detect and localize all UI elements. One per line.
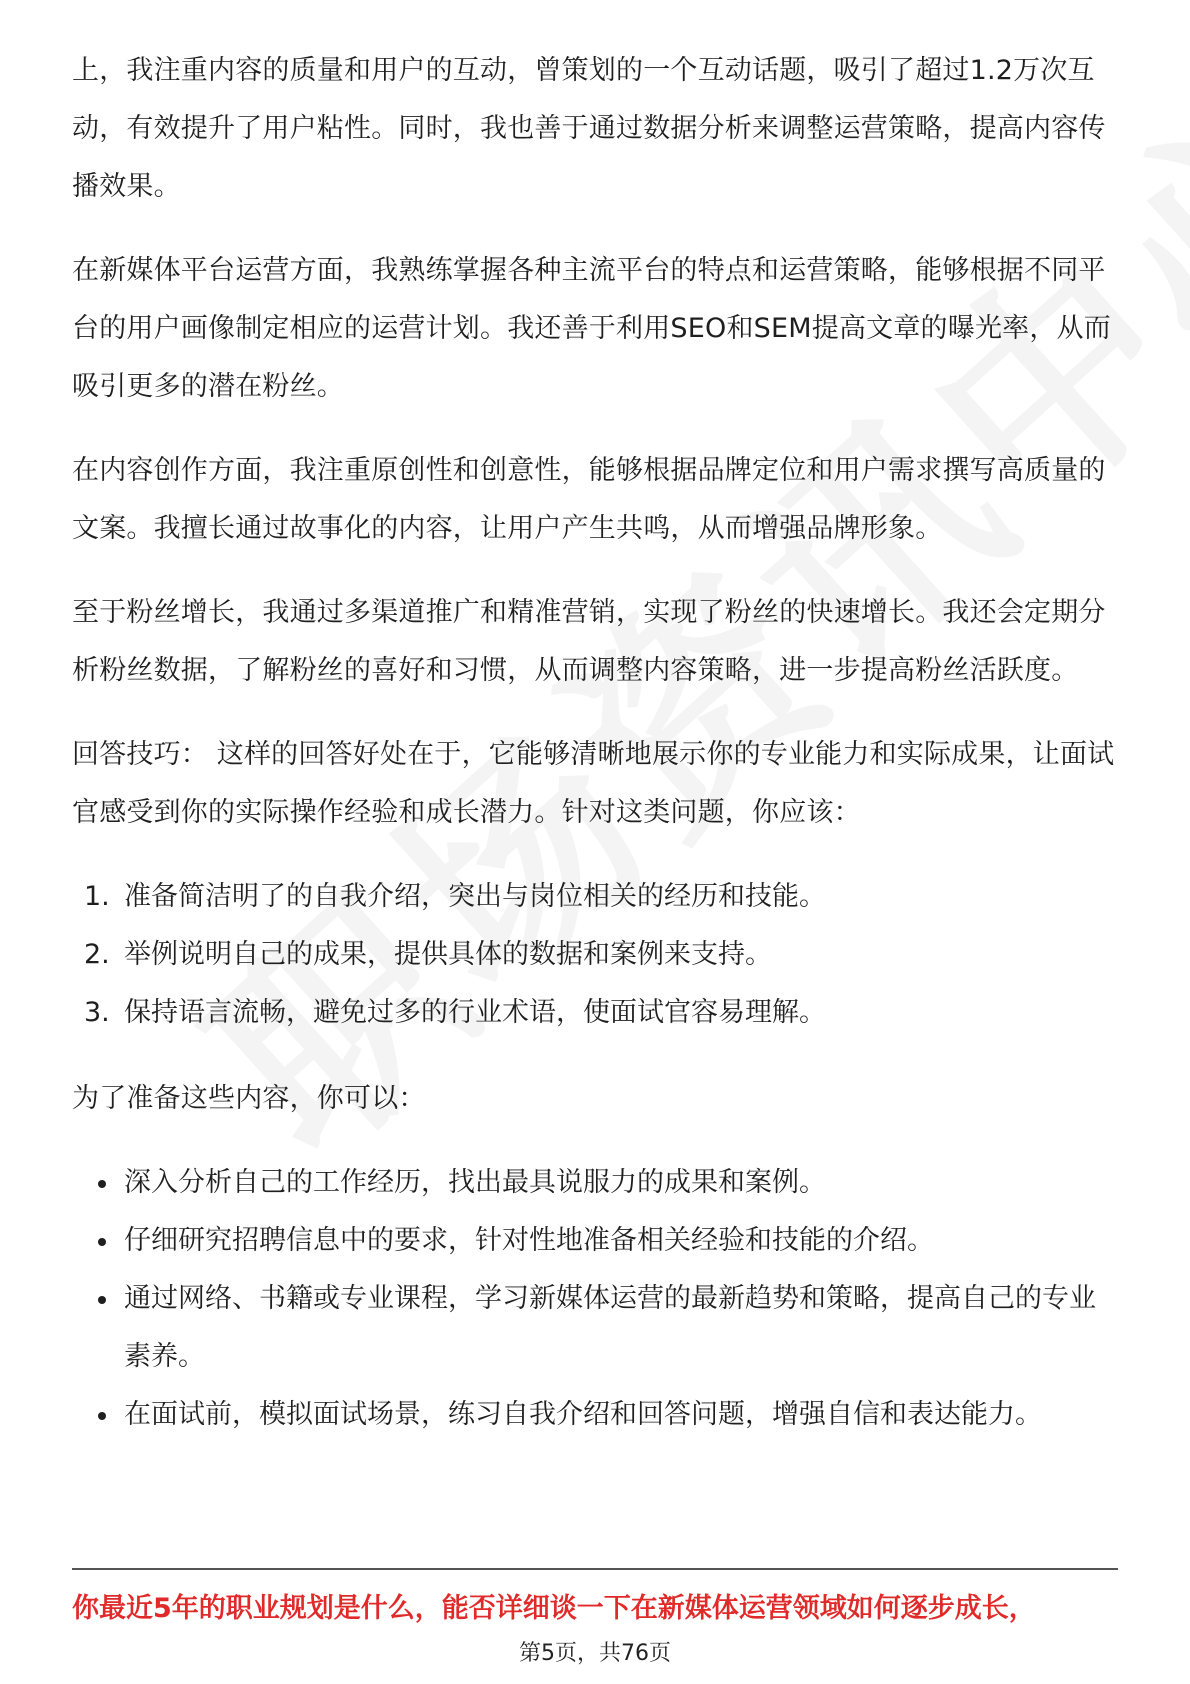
paragraph-3: 在内容创作方面，我注重原创性和创意性，能够根据品牌定位和用户需求撰写高质量的文案。我擅长通过故事化的内容，让用户产生共鸣，从而增强品牌形象。: [72, 455, 1106, 544]
list-item-text: 保持语言流畅，避免过多的行业术语，使面试官容易理解。: [124, 997, 826, 1028]
list-item: [72, 1212, 1122, 1270]
list-item-text: 通过网络、书籍或专业课程，学习新媒体运营的最新趋势和策略，提高自己的专业素养。: [124, 1283, 1096, 1372]
list-item: [72, 1154, 1122, 1212]
list-number: 1.: [84, 881, 110, 912]
page-content: [72, 42, 1122, 1444]
paragraph-1: 上，我注重内容的质量和用户的互动，曾策划的一个互动话题，吸引了超过1.2万次互动，有效提升了用户粘性。同时，我也善于通过数据分析来调整运营策略，提高内容传播效果。: [72, 55, 1106, 202]
list-item-text: 仔细研究招聘信息中的要求，针对性地准备相关经验和技能的介绍。: [124, 1225, 934, 1256]
prep-bullet-list: [72, 1154, 1122, 1444]
paragraph-2: 在新媒体平台运营方面，我熟练掌握各种主流平台的特点和运营策略，能够根据不同平台的用户画像制定相应的运营计划。我还善于利用SEO和SEM提高文章的曝光率，从而吸引更多的潜在粉丝。: [72, 255, 1111, 402]
list-item-text: 深入分析自己的工作经历，找出最具说服力的成果和案例。: [124, 1167, 826, 1198]
list-item: [72, 1386, 1122, 1444]
list-number: 3.: [84, 997, 110, 1028]
list-number: 2.: [84, 939, 110, 970]
list-item: [72, 1270, 1122, 1386]
list-item-text: 准备简洁明了的自我介绍，突出与岗位相关的经历和技能。: [124, 881, 826, 912]
list-item-text: 举例说明自己的成果，提供具体的数据和案例来支持。: [124, 939, 772, 970]
tips-numbered-list: [72, 868, 1122, 1042]
paragraph-4: 至于粉丝增长，我通过多渠道推广和精准营销，实现了粉丝的快速增长。我还会定期分析粉丝数据，了解粉丝的喜好和习惯，从而调整内容策略，进一步提高粉丝活跃度。: [72, 597, 1106, 686]
page-number-footer: 第5页，共76页: [519, 1641, 671, 1666]
bullet-icon: [98, 1296, 106, 1304]
answer-tips-paragraph: 回答技巧： 这样的回答好处在于，它能够清晰地展示你的专业能力和实际成果，让面试官感受到你的实际操作经验和成长潜力。针对这类问题，你应该：: [72, 739, 1115, 828]
bullet-icon: [98, 1412, 106, 1420]
bullet-icon: [98, 1180, 106, 1188]
list-item-text: 在面试前，模拟面试场景，练习自我介绍和回答问题，增强自信和表达能力。: [124, 1399, 1042, 1430]
list-item: [72, 926, 1122, 984]
next-question-heading: 你最近5年的职业规划是什么，能否详细谈一下在新媒体运营领域如何逐步成长，: [72, 1593, 1036, 1624]
list-item: [72, 868, 1122, 926]
prep-heading: 为了准备这些内容，你可以：: [72, 1083, 426, 1114]
bullet-icon: [98, 1238, 106, 1246]
list-item: [72, 984, 1122, 1042]
section-divider: [72, 1568, 1118, 1570]
